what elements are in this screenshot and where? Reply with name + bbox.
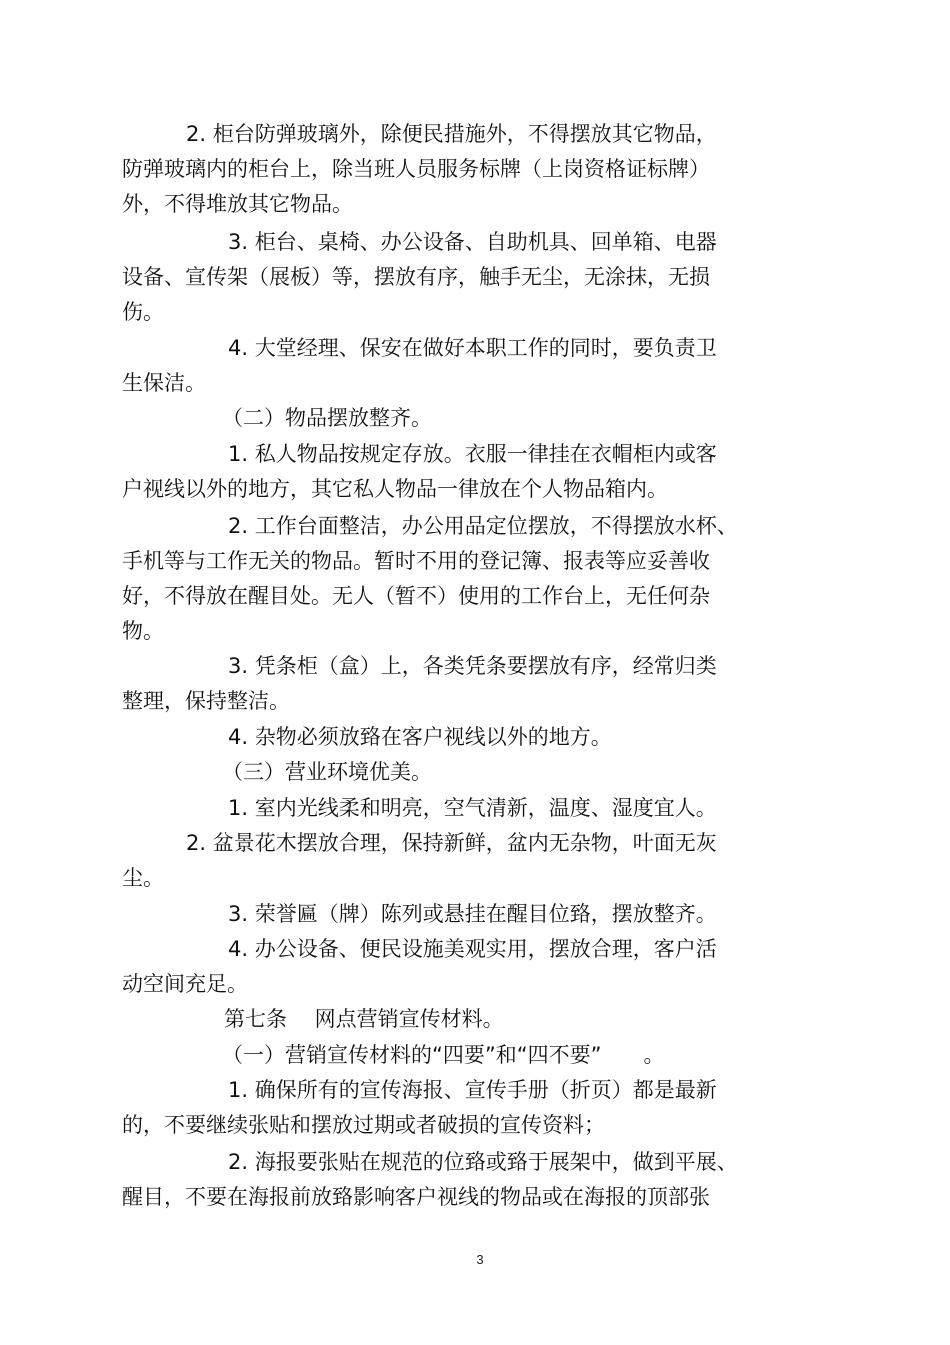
text-line: 防弹玻璃内的柜台上，除当班人员服务标牌（上岗资格证标牌） xyxy=(122,157,710,181)
text-line: 的，不要继续张贴和摆放过期或者破损的宣传资料； xyxy=(122,1113,605,1137)
text-line: 手机等与工作无关的物品。暂时不用的登记簿、报表等应妥善收 xyxy=(122,549,710,573)
text-line: 2. 海报要张贴在规范的位臵或臵于展架中，做到平展、 xyxy=(228,1150,738,1174)
text-line: 生保洁。 xyxy=(122,371,206,395)
text-line: 1. 确保所有的宣传海报、宣传手册（折页）都是最新 xyxy=(228,1078,717,1102)
text-line: 4. 杂物必须放臵在客户视线以外的地方。 xyxy=(228,725,612,749)
text-line: 4. 大堂经理、保安在做好本职工作的同时，要负责卫 xyxy=(228,336,717,360)
text-line: 伤。 xyxy=(122,300,164,324)
text-line: 1. 私人物品按规定存放。衣服一律挂在衣帽柜内或客 xyxy=(228,442,717,466)
text-line: 好，不得放在醒目处。无人（暂不）使用的工作台上，无任何杂 xyxy=(122,584,710,608)
text-line: 1. 室内光线柔和明亮，空气清新，温度、湿度宜人。 xyxy=(228,796,717,820)
page-number: 3 xyxy=(476,1252,484,1267)
section-heading: （一）营销宣传材料的“四要”和“四不要” 。 xyxy=(222,1043,665,1067)
text-line: 3. 柜台、桌椅、办公设备、自助机具、回单箱、电器 xyxy=(228,230,717,254)
section-heading: （二）物品摆放整齐。 xyxy=(222,406,432,430)
text-line: 2. 盆景花木摆放合理，保持新鲜，盆内无杂物，叶面无灰 xyxy=(186,831,717,855)
text-line: 3. 凭条柜（盒）上，各类凭条要摆放有序，经常归类 xyxy=(228,654,717,678)
text-line: 2. 柜台防弹玻璃外，除便民措施外，不得摆放其它物品， xyxy=(186,122,717,146)
section-heading: （三）营业环境优美。 xyxy=(222,760,432,784)
text-line: 醒目，不要在海报前放臵影响客户视线的物品或在海报的顶部张 xyxy=(122,1185,710,1209)
text-line: 2. 工作台面整洁，办公用品定位摆放，不得摆放水杯、 xyxy=(228,514,738,538)
article-heading: 第七条 网点营销宣传材料。 xyxy=(224,1007,504,1031)
text-line: 尘。 xyxy=(122,866,164,890)
text-line: 4. 办公设备、便民设施美观实用，摆放合理，客户活 xyxy=(228,937,717,961)
text-line: 户视线以外的地方，其它私人物品一律放在个人物品箱内。 xyxy=(122,477,668,501)
text-line: 整理，保持整洁。 xyxy=(122,689,290,713)
text-line: 动空间充足。 xyxy=(122,972,248,996)
text-line: 设备、宣传架（展板）等，摆放有序，触手无尘，无涂抹，无损 xyxy=(122,265,710,289)
text-line: 3. 荣誉匾（牌）陈列或悬挂在醒目位臵，摆放整齐。 xyxy=(228,902,717,926)
text-line: 物。 xyxy=(122,619,164,643)
text-line: 外，不得堆放其它物品。 xyxy=(122,192,353,216)
